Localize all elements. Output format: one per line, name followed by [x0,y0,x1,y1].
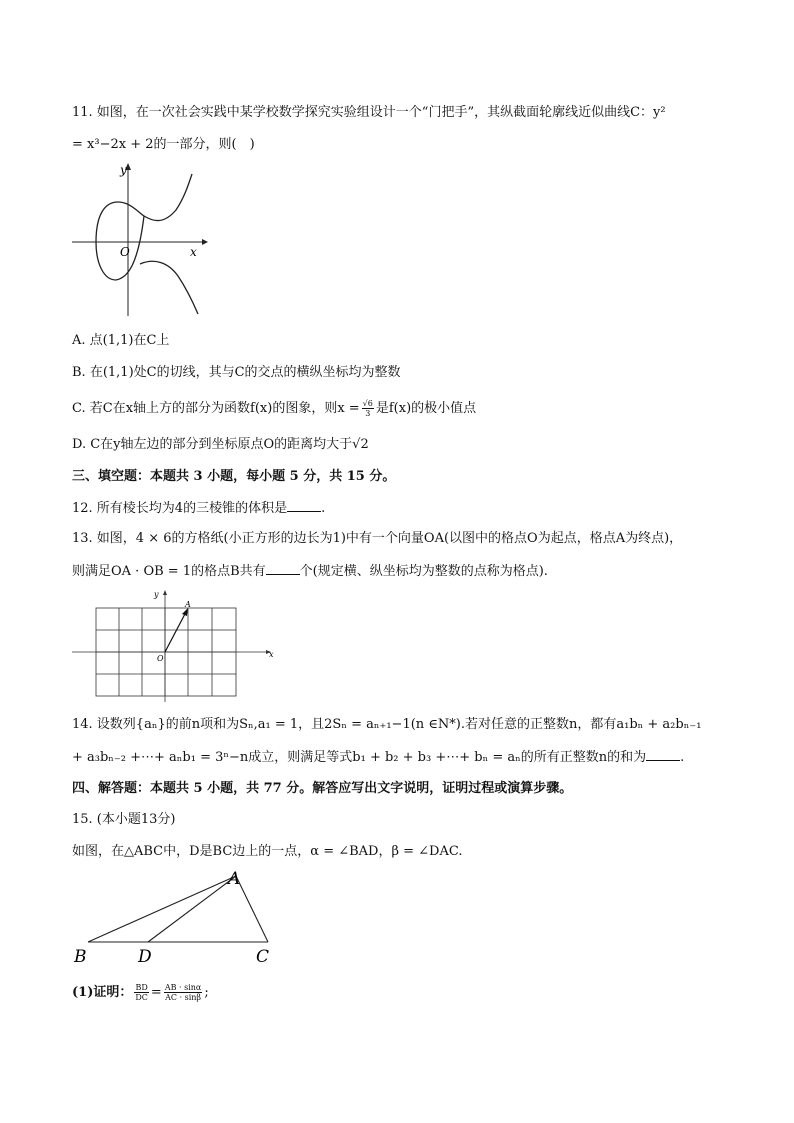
fraction-sines: $\frac{AB \cdot \sin\alpha}{AC \cdot \sin\beta}$ [164,983,202,1002]
vertex-a-label: A [228,869,241,889]
y-label: y [120,163,127,177]
option-c-fraction: $\frac{√6}{3}$ [362,399,373,418]
origin-label: O [120,245,130,259]
x-axis-arrow [202,239,208,245]
answer-blank [287,499,321,512]
x-label: x [269,650,274,659]
option-c-pre: C. 若C在x轴上方的部分为函数f(x)的图象，则x = [72,401,360,416]
q15-triangle-figure [70,864,280,970]
q11-option-c [72,399,476,418]
origin-label: O [157,654,164,663]
q11-option-d: D. C在y轴左边的部分到坐标原点O的距离均大于√2 [72,437,369,452]
q13-line1: 13. 如图，4 × 6的方格纸(小正方形的边长为1)中有一个向量OA(以图中的格点O为起点，格点A为终点)， [72,531,683,546]
q12: 12. 所有棱长均为4的三棱锥的体积是 . [72,501,326,516]
section4-heading: 四、解答题：本题共 5 小题，共 77 分。解答应写出文字说明，证明过程或演算步骤。 [72,781,573,796]
point-d-label: D [138,947,152,967]
x-label: x [190,245,197,259]
point-a-label: A [185,600,191,609]
q11-stem-line2: = x³−2x + 2的一部分，则( ) [72,137,255,152]
vector-oa-arrowhead [182,608,188,616]
vertex-c-label: C [256,947,270,967]
curve-lower-branch [140,261,198,314]
y-axis-arrow [163,590,167,595]
curve-oval [96,202,144,280]
answer-blank [266,562,300,575]
y-label: y [154,590,159,599]
q15-part1: (1)证明： $\frac{BD}{DC}$ = $\frac{AB \cdot \sin\alpha}{AC \cdot \sin\beta}$ ; [72,983,209,1002]
q15-title: 15. (本小题13分) [72,812,176,827]
option-c-post: 是f(x)的极小值点 [375,401,477,416]
answer-blank [646,748,680,761]
q11-option-a: A. 点(1,1)在C上 [72,333,170,348]
q11-curve-graph [70,158,210,318]
q14-line1: 14. 设数列{aₙ}的前n项和为Sₙ,a₁ = 1，且2Sₙ = aₙ₊₁−1(n ∈N*).若对任意的正整数n，都有a₁bₙ + a₂bₙ₋₁ [72,717,702,732]
q14-line2: + a₃bₙ₋₂ +⋯+ aₙb₁ = 3ⁿ−n成立，则满足等式b₁ + b₂ + b₃ +⋯+ bₙ = aₙ的所有正整数n的和为 . [72,750,685,765]
section3-heading: 三、填空题：本题共 3 小题，每小题 5 分，共 15 分。 [72,469,396,484]
vector-oa [165,612,186,652]
curve-upper-branch [144,174,192,221]
q13-line2: 则满足OA · OB = 1的格点B共有 个(规定横、纵坐标均为整数的点称为格点). [72,564,548,579]
vertex-b-label: B [74,947,87,967]
q15-stem: 如图，在△ABC中，D是BC边上的一点，α = ∠BAD，β = ∠DAC. [72,844,463,859]
q11-option-b: B. 在(1,1)处C的切线，其与C的交点的横纵坐标均为整数 [72,365,401,380]
q11-stem-line1: 11. 如图，在一次社会实践中某学校数学探究实验组设计一个“门把手”，其纵截面轮廓线近似曲线C：y² [72,105,666,120]
fraction-bd-dc: $\frac{BD}{DC}$ [135,983,148,1002]
q13-grid-figure [70,588,280,704]
